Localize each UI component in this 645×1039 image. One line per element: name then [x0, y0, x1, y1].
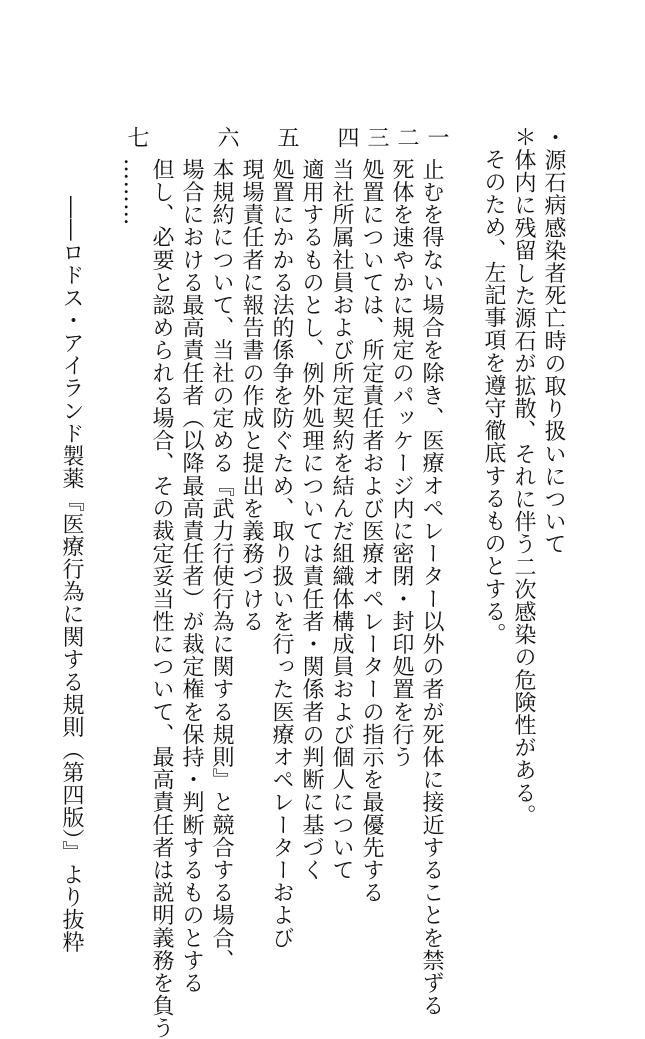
header-line-1: ・源石病感染者死亡時の取り扱いについて [541, 126, 566, 556]
header-line-3: そのため、左記事項を遵守徹底するものとする。 [481, 148, 506, 646]
item-4-line-2: 適用するものとし、例外処理については責任者・関係者の判断に基づく [299, 158, 324, 882]
source-citation: ――ロドス・アイランド製薬『医療行為に関する規則（第四版）』より抜粋 [59, 196, 84, 954]
item-5-line-1: 処置にかかる法的係争を防ぐため、取り扱いを行った医療オペレーターおよび [269, 158, 294, 949]
item-number-1: 一 [424, 126, 449, 148]
item-3-line-1: 処置については、所定責任者および医療オペレーターの指示を最優先する [359, 158, 384, 904]
item-6-line-1: 本規約について、当社の定める『武力行使行為に関する規則』と競合する場合、 [209, 158, 234, 972]
item-5-line-2: 現場責任者に報告書の作成と提出を義務づける [239, 158, 264, 633]
item-number-4: 四 [334, 126, 359, 148]
item-number-7: 七 [124, 126, 149, 148]
item-number-2: 二 [394, 126, 419, 148]
item-4-line-1: 当社所属社員および所定契約を結んだ組織体構成員および個人について [329, 158, 354, 882]
item-7-line-1: ……… [119, 158, 144, 226]
item-6-line-3: 但し、必要と認められる場合、その裁定妥当性について、最高責任者は説明義務を負う [149, 158, 174, 1039]
item-number-6: 六 [214, 126, 239, 148]
item-6-line-2: 場合における最高責任者（以降最高責任者）が裁定権を保持・判断するものとする [179, 158, 204, 995]
header-line-2: ＊体内に残留した源石が拡散、それに伴う二次感染の危険性がある。 [511, 126, 536, 827]
item-number-5: 五 [274, 126, 299, 148]
item-number-3: 三 [364, 126, 389, 148]
item-2-line-1: 死体を速やかに規定のパッケージ内に密閉・封印処置を行う [389, 158, 414, 769]
item-1-line-1: 止むを得ない場合を除き、医療オペレーター以外の者が死体に接近することを禁ずる [419, 158, 444, 1017]
